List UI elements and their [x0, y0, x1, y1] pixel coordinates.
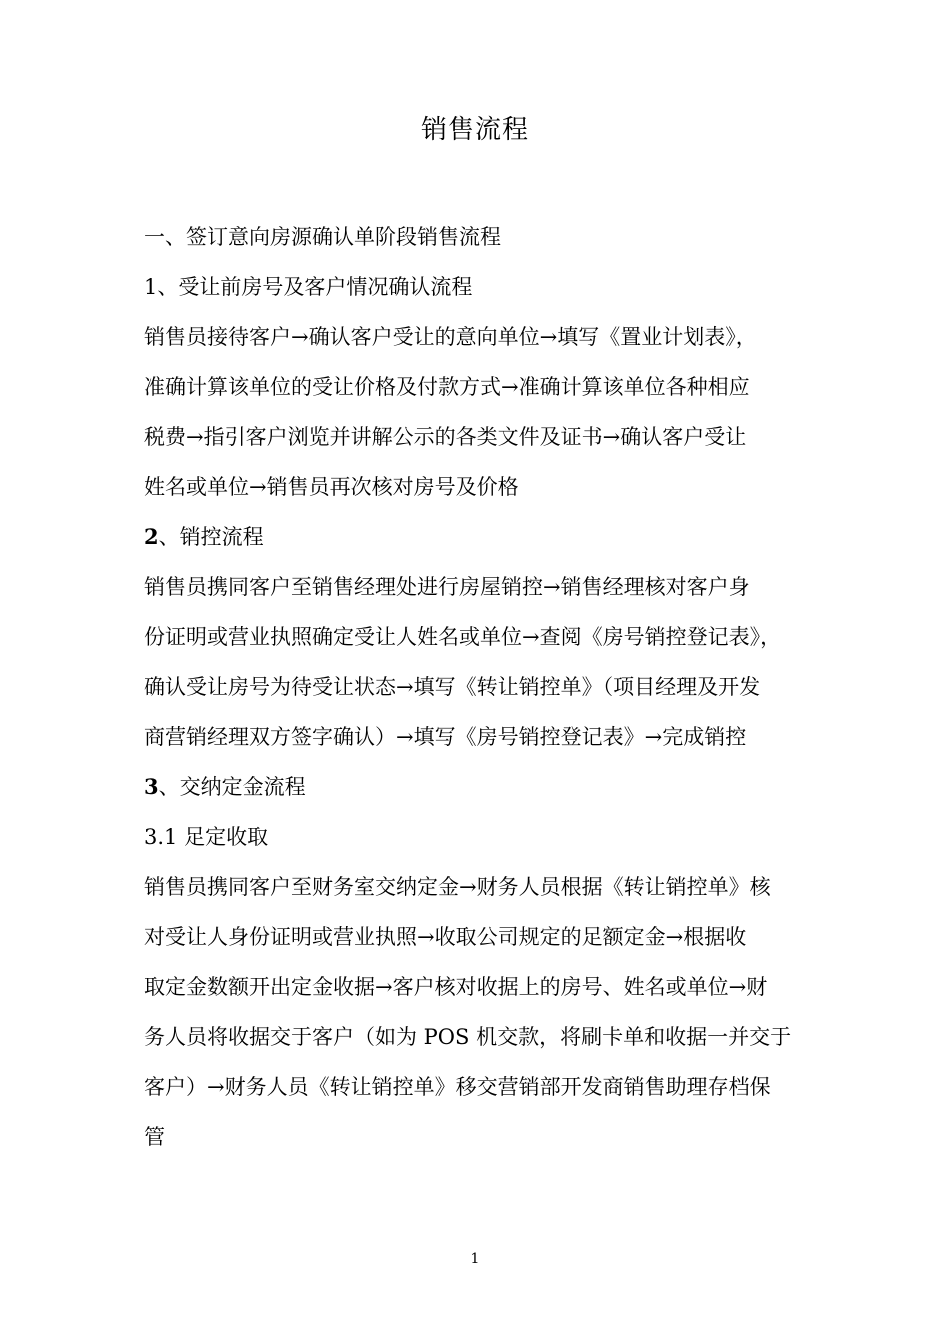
paragraph-line: 商营销经理双方签字确认）→填写《房号销控登记表》→完成销控 [144, 725, 747, 749]
paragraph-line: 销售员携同客户至财务室交纳定金→财务人员根据《转让销控单》核 [144, 875, 771, 899]
subsection-heading: 1、受让前房号及客户情况确认流程 [144, 275, 473, 299]
paragraph-line: 姓名或单位→销售员再次核对房号及价格 [144, 475, 519, 499]
paragraph-line: 税费→指引客户浏览并讲解公示的各类文件及证书→确认客户受让 [144, 425, 747, 449]
page-number: 1 [470, 1251, 480, 1267]
paragraph-line: 准确计算该单位的受让价格及付款方式→准确计算该单位各种相应 [144, 375, 750, 399]
paragraph-line: 销售员接待客户→确认客户受让的意向单位→填写《置业计划表》， [144, 325, 757, 349]
subsection-number: 2 [144, 524, 159, 549]
subsection-heading-text: 、交纳定金流程 [158, 775, 306, 799]
paragraph-line: 务人员将收据交于客户（如为 POS 机交款，将刷卡单和收据一并交于 [144, 1025, 792, 1049]
paragraph-line: 确认受让房号为待受让状态→填写《转让销控单》（项目经理及开发 [144, 675, 761, 699]
subsection-number: 3 [144, 774, 159, 799]
sub-subsection-heading: 3.1 足定收取 [144, 825, 269, 849]
paragraph-line: 管 [144, 1125, 165, 1149]
subsection-heading [144, 518, 810, 568]
paragraph-line: 客户）→财务人员《转让销控单》移交营销部开发商销售助理存档保 [144, 1075, 771, 1099]
paragraph-line: 取定金数额开出定金收据→客户核对收据上的房号、姓名或单位→财 [144, 975, 768, 999]
subsection-heading [144, 768, 810, 818]
paragraph-line: 销售员携同客户至销售经理处进行房屋销控→销售经理核对客户身 [144, 575, 750, 599]
section-heading: 一、签订意向房源确认单阶段销售流程 [144, 225, 501, 249]
paragraph-line: 份证明或营业执照确定受让人姓名或单位→查阅《房号销控登记表》， [144, 625, 782, 649]
subsection-heading-text: 、销控流程 [158, 525, 264, 549]
paragraph-line: 对受让人身份证明或营业执照→收取公司规定的足额定金→根据收 [144, 925, 747, 949]
page-title: 销售流程 [420, 115, 529, 145]
document-body [144, 218, 810, 1168]
